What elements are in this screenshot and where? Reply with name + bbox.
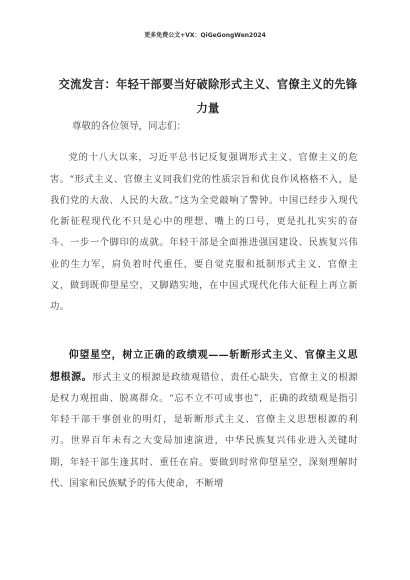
paragraph-2-text: 形式主义的根源是政绩观错位、责任心缺失，官僚主义的根源是权力观扭曲、脱离群众。“忘不立不可成事也”，正确的政绩观是指引年轻干部干事创业的明灯，是斩断形式主义、官僚主义思想根源的利刃。世界百年未有之大变局加速演进，中华民族复兴伟业进入关键时期，年轻干部生逢其时、重任在肩。要做到时常仰望星空，深刻理解时代、国家和民族赋予的伟大使命，不断增 (50, 371, 358, 490)
salutation: 尊敬的各位领导，同志们： (72, 121, 187, 132)
document-title: 交流发言：年轻干部要当好破除形式主义、官僚主义的先锋力量 (58, 77, 358, 115)
paragraph-2-lead-heading: 仰望星空，树立正确的政绩观——斩断形式主义、官僚主义思想根源。 (50, 350, 358, 383)
body-paragraph-2 (50, 345, 358, 494)
paragraph-1-text: 党的十八大以来，习近平总书记反复强调形式主义、官僚主义的危害。“形式主义、官僚主义同我们党的性质宗旨和优良作风格格不入，是我们党的大敌、人民的大敌。”这为全党敲响了警钟。中国已经步入现代化新征程现代化不只是心中的理想、嘴上的口号，更是扎扎实实的奋斗、一步一个脚印的成就。年轻干部是全面推进强国建设、民族复兴伟业的生力军，肩负着时代重任，要自觉克服和抵制形式主义、官僚主义，做到既仰望星空，又脚踏实地，在中国式现代化伟大征程上再立新功。 (50, 152, 358, 313)
body-paragraph-1 (50, 147, 358, 317)
header-promo-note: 更多免费公文+VX：QiGeGongWen2024 (144, 32, 266, 39)
